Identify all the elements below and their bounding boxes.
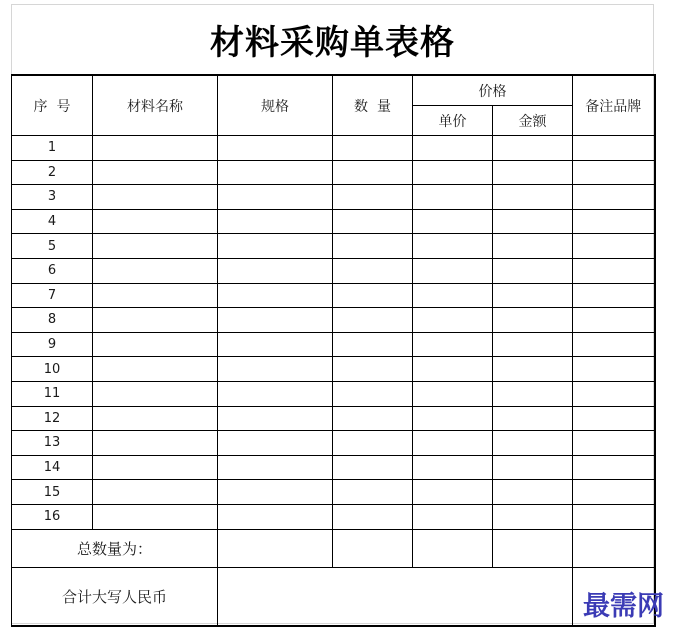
spec-cell[interactable] — [218, 480, 333, 505]
remark-cell[interactable] — [573, 381, 655, 406]
table-row — [12, 234, 655, 259]
amount-cell[interactable] — [493, 455, 573, 480]
material-name-cell[interactable] — [93, 258, 218, 283]
header-row — [12, 75, 655, 106]
material-name-cell[interactable] — [93, 455, 218, 480]
row-number: 14 — [12, 455, 93, 480]
unit-price-cell[interactable] — [413, 185, 493, 210]
unit-price-cell[interactable] — [413, 480, 493, 505]
table-row — [12, 332, 655, 357]
table-row — [12, 283, 655, 308]
table-row — [12, 381, 655, 406]
row-number: 11 — [12, 381, 93, 406]
quantity-cell[interactable] — [333, 480, 413, 505]
row-number: 8 — [12, 308, 93, 333]
form-title: 材料采购单表格 — [210, 23, 455, 63]
table-row — [12, 480, 655, 505]
total-quantity-cell[interactable] — [218, 529, 333, 567]
quantity-cell[interactable] — [333, 283, 413, 308]
unit-price-cell[interactable] — [413, 160, 493, 185]
row-number: 3 — [12, 185, 93, 210]
spec-cell[interactable] — [218, 332, 333, 357]
remark-cell[interactable] — [573, 455, 655, 480]
amount-cell[interactable] — [493, 209, 573, 234]
header-seq: 序 号 — [12, 75, 93, 136]
quantity-cell[interactable] — [333, 136, 413, 161]
spec-cell[interactable] — [218, 431, 333, 456]
table-row — [12, 504, 655, 529]
spec-cell[interactable] — [218, 258, 333, 283]
material-name-cell[interactable] — [93, 332, 218, 357]
unit-price-cell[interactable] — [413, 357, 493, 382]
header-spec: 规格 — [218, 75, 333, 136]
spec-cell[interactable] — [218, 136, 333, 161]
spec-cell[interactable] — [218, 283, 333, 308]
row-number: 1 — [12, 136, 93, 161]
material-name-cell[interactable] — [93, 136, 218, 161]
unit-price-cell[interactable] — [413, 406, 493, 431]
row-number: 5 — [12, 234, 93, 259]
total-quantity-cell[interactable] — [493, 529, 573, 567]
quantity-cell[interactable] — [333, 406, 413, 431]
row-number: 4 — [12, 209, 93, 234]
purchase-table — [11, 74, 656, 627]
spec-cell[interactable] — [218, 357, 333, 382]
amount-cell[interactable] — [493, 381, 573, 406]
remark-cell[interactable] — [573, 406, 655, 431]
spec-cell[interactable] — [218, 185, 333, 210]
header-amount: 金额 — [493, 106, 573, 136]
total-quantity-label: 总数量为： — [12, 529, 218, 567]
row-number: 12 — [12, 406, 93, 431]
remark-cell[interactable] — [573, 357, 655, 382]
row-number: 15 — [12, 480, 93, 505]
table-row — [12, 258, 655, 283]
unit-price-cell[interactable] — [413, 381, 493, 406]
table-row — [12, 406, 655, 431]
unit-price-cell[interactable] — [413, 332, 493, 357]
amount-cell[interactable] — [493, 185, 573, 210]
row-number: 2 — [12, 160, 93, 185]
table-row — [12, 431, 655, 456]
amount-cell[interactable] — [493, 234, 573, 259]
unit-price-cell[interactable] — [413, 431, 493, 456]
quantity-cell[interactable] — [333, 504, 413, 529]
quantity-cell[interactable] — [333, 308, 413, 333]
spec-cell[interactable] — [218, 406, 333, 431]
quantity-cell[interactable] — [333, 332, 413, 357]
remark-cell[interactable] — [573, 504, 655, 529]
spec-cell[interactable] — [218, 209, 333, 234]
table-row — [12, 455, 655, 480]
material-name-cell[interactable] — [93, 357, 218, 382]
unit-price-cell[interactable] — [413, 136, 493, 161]
amount-cell[interactable] — [493, 332, 573, 357]
row-number: 9 — [12, 332, 93, 357]
quantity-cell[interactable] — [333, 455, 413, 480]
material-name-cell[interactable] — [93, 160, 218, 185]
material-name-cell[interactable] — [93, 209, 218, 234]
row-number: 6 — [12, 258, 93, 283]
remark-cell[interactable] — [573, 160, 655, 185]
total-rmb-value[interactable] — [218, 567, 573, 626]
amount-cell[interactable] — [493, 160, 573, 185]
total-quantity-cell[interactable] — [413, 529, 493, 567]
quantity-cell[interactable] — [333, 160, 413, 185]
quantity-cell[interactable] — [333, 258, 413, 283]
quantity-cell[interactable] — [333, 234, 413, 259]
material-name-cell[interactable] — [93, 381, 218, 406]
header-material-name: 材料名称 — [93, 75, 218, 136]
remark-cell[interactable] — [573, 480, 655, 505]
quantity-cell[interactable] — [333, 357, 413, 382]
amount-cell[interactable] — [493, 406, 573, 431]
table-row — [12, 357, 655, 382]
material-name-cell[interactable] — [93, 504, 218, 529]
remark-cell[interactable] — [573, 283, 655, 308]
table-row — [12, 185, 655, 210]
row-number: 10 — [12, 357, 93, 382]
remark-cell[interactable] — [573, 136, 655, 161]
table-row — [12, 209, 655, 234]
header-unit-price: 单价 — [413, 106, 493, 136]
remark-cell[interactable] — [573, 431, 655, 456]
unit-price-cell[interactable] — [413, 209, 493, 234]
quantity-cell[interactable] — [333, 381, 413, 406]
remark-cell[interactable] — [573, 185, 655, 210]
total-quantity-cell[interactable] — [333, 529, 413, 567]
material-name-cell[interactable] — [93, 406, 218, 431]
remark-cell[interactable] — [573, 234, 655, 259]
remark-cell[interactable] — [573, 308, 655, 333]
total-amount-row — [12, 567, 655, 626]
quantity-cell[interactable] — [333, 185, 413, 210]
row-number: 7 — [12, 283, 93, 308]
row-number: 16 — [12, 504, 93, 529]
amount-cell[interactable] — [493, 308, 573, 333]
row-number: 13 — [12, 431, 93, 456]
unit-price-cell[interactable] — [413, 283, 493, 308]
amount-cell[interactable] — [493, 136, 573, 161]
spec-cell[interactable] — [218, 308, 333, 333]
amount-cell[interactable] — [493, 480, 573, 505]
amount-cell[interactable] — [493, 283, 573, 308]
total-quantity-row — [12, 529, 655, 567]
quantity-cell[interactable] — [333, 431, 413, 456]
total-rmb-label: 合计大写人民币 — [12, 567, 218, 626]
spec-cell[interactable] — [218, 381, 333, 406]
material-name-cell[interactable] — [93, 480, 218, 505]
unit-price-cell[interactable] — [413, 455, 493, 480]
header-quantity: 数 量 — [333, 75, 413, 136]
material-name-cell[interactable] — [93, 431, 218, 456]
material-name-cell[interactable] — [93, 234, 218, 259]
spec-cell[interactable] — [218, 234, 333, 259]
amount-cell[interactable] — [493, 258, 573, 283]
total-quantity-cell[interactable] — [573, 529, 655, 567]
watermark-logo: 最需网 — [583, 591, 664, 622]
amount-cell[interactable] — [493, 357, 573, 382]
table-row — [12, 160, 655, 185]
header-remark: 备注品牌 — [573, 75, 655, 136]
remark-cell[interactable] — [573, 209, 655, 234]
table-row — [12, 136, 655, 161]
unit-price-cell[interactable] — [413, 504, 493, 529]
header-price: 价格 — [413, 75, 573, 106]
spec-cell[interactable] — [218, 160, 333, 185]
material-name-cell[interactable] — [93, 308, 218, 333]
unit-price-cell[interactable] — [413, 258, 493, 283]
amount-cell[interactable] — [493, 431, 573, 456]
material-name-cell[interactable] — [93, 283, 218, 308]
quantity-cell[interactable] — [333, 209, 413, 234]
material-name-cell[interactable] — [93, 185, 218, 210]
amount-cell[interactable] — [493, 504, 573, 529]
unit-price-cell[interactable] — [413, 234, 493, 259]
unit-price-cell[interactable] — [413, 308, 493, 333]
remark-cell[interactable] — [573, 332, 655, 357]
table-row — [12, 308, 655, 333]
remark-cell[interactable] — [573, 258, 655, 283]
spec-cell[interactable] — [218, 455, 333, 480]
spec-cell[interactable] — [218, 504, 333, 529]
